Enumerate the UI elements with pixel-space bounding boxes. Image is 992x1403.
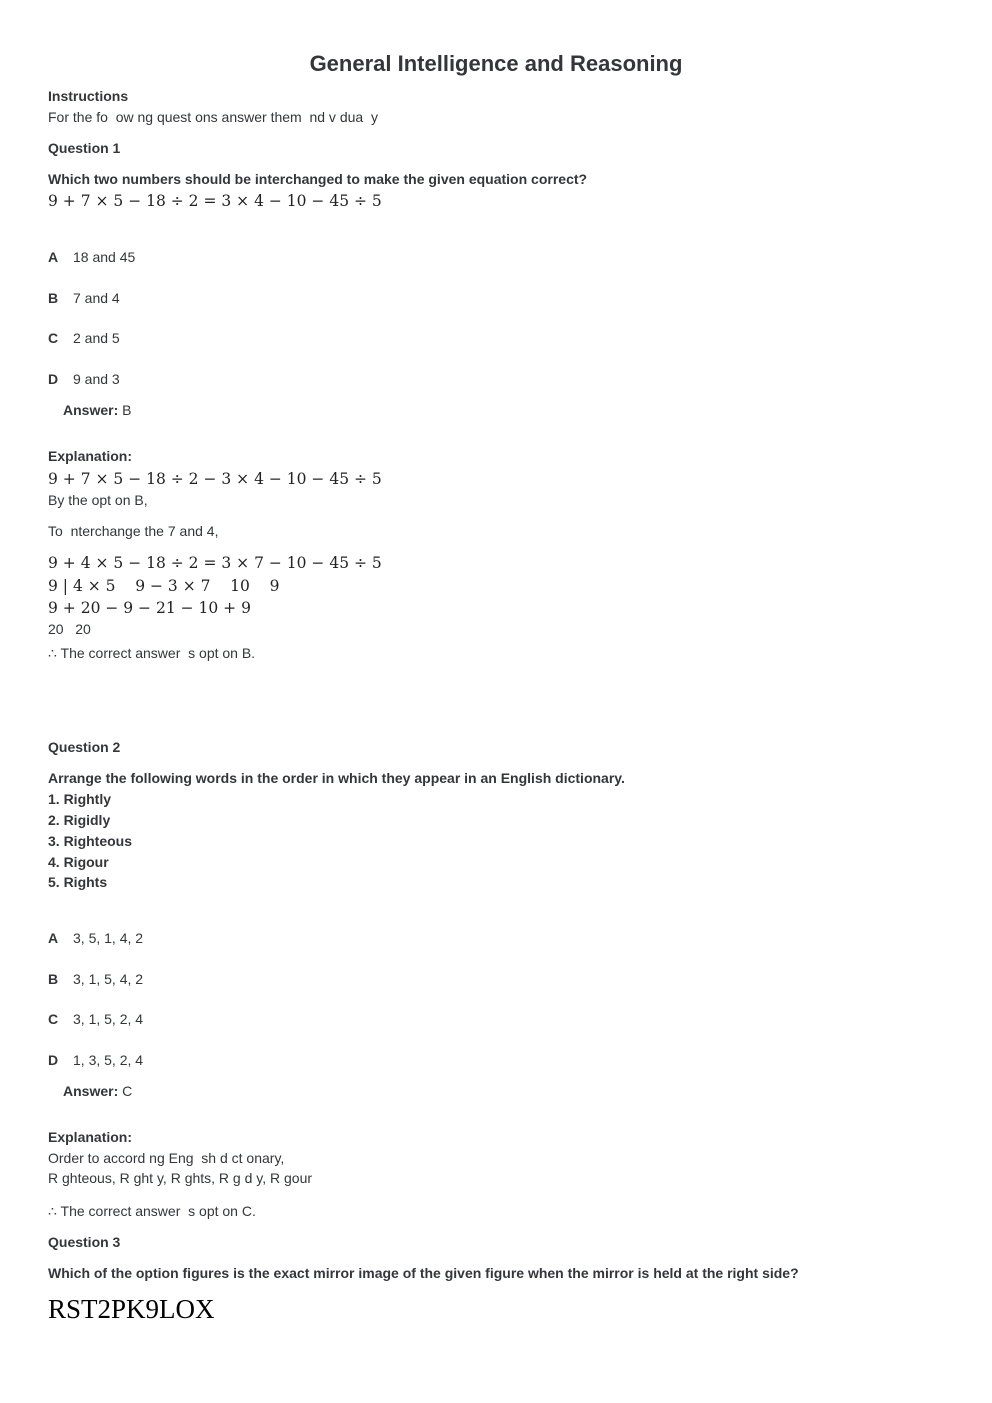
option-key: B bbox=[48, 971, 59, 987]
option-text: 3, 1, 5, 4, 2 bbox=[73, 971, 144, 987]
option-key: D bbox=[48, 371, 59, 387]
word-item: 5. Rights bbox=[48, 874, 108, 890]
q1-explanation-line: 20 20 bbox=[48, 621, 91, 637]
q1-explanation-line: By the opt on B, bbox=[48, 492, 148, 508]
question-2-text: Arrange the following words in the order in which they appear in an English dictionary. bbox=[48, 770, 625, 786]
word-item: 3. Righteous bbox=[48, 833, 133, 849]
answer-label: Answer: bbox=[63, 1083, 119, 1099]
instructions-text: For the fo ow ng quest ons answer them nd v dua y bbox=[48, 109, 378, 125]
q1-explanation-heading: Explanation: bbox=[48, 448, 133, 464]
page-title: General Intelligence and Reasoning bbox=[309, 51, 683, 76]
q2-option-c[interactable] bbox=[48, 1010, 143, 1028]
option-text: 3, 5, 1, 4, 2 bbox=[73, 930, 144, 946]
option-text: 2 and 5 bbox=[73, 330, 120, 346]
question-3-label: Question 3 bbox=[48, 1234, 121, 1250]
q1-answer bbox=[63, 401, 131, 419]
question-1-text: Which two numbers should be interchanged to make the given equation correct? bbox=[48, 171, 588, 187]
word-item: 4. Rigour bbox=[48, 854, 109, 870]
option-text: 1, 3, 5, 2, 4 bbox=[73, 1052, 144, 1068]
q1-option-d[interactable] bbox=[48, 370, 120, 388]
option-key: A bbox=[48, 930, 59, 946]
option-key: C bbox=[48, 330, 59, 346]
q1-option-c[interactable] bbox=[48, 329, 120, 347]
answer-value: C bbox=[122, 1083, 133, 1099]
question-1-label: Question 1 bbox=[48, 140, 121, 156]
q2-option-b[interactable] bbox=[48, 970, 143, 988]
q2-explanation-line: Order to accord ng Eng sh d ct onary, bbox=[48, 1150, 285, 1166]
option-key: B bbox=[48, 290, 59, 306]
option-text: 9 and 3 bbox=[73, 371, 120, 387]
q2-option-a[interactable] bbox=[48, 929, 143, 947]
q1-explanation-line: To nterchange the 7 and 4, bbox=[48, 523, 219, 539]
question-1-equation: 9 + 7 × 5 − 18 ÷ 2 = 3 × 4 − 10 − 45 ÷ 5 bbox=[48, 192, 382, 210]
q2-option-d[interactable] bbox=[48, 1051, 143, 1069]
q1-explanation-line: 9 + 4 × 5 − 18 ÷ 2 = 3 × 7 − 10 − 45 ÷ 5 bbox=[48, 554, 382, 572]
q2-explanation-heading: Explanation: bbox=[48, 1129, 133, 1145]
question-3-figure: RST2PK9LOX bbox=[48, 1294, 215, 1324]
q1-explanation-line: 9 + 7 × 5 − 18 ÷ 2 − 3 × 4 − 10 − 45 ÷ 5 bbox=[48, 470, 382, 488]
instructions-heading: Instructions bbox=[48, 88, 129, 104]
option-text: 18 and 45 bbox=[73, 249, 136, 265]
q1-explanation-line: 9 | 4 × 5 9 − 3 × 7 10 9 bbox=[48, 577, 280, 595]
word-item: 1. Rightly bbox=[48, 791, 112, 807]
q1-conclusion: ∴ The correct answer s opt on B. bbox=[48, 645, 256, 661]
option-text: 3, 1, 5, 2, 4 bbox=[73, 1011, 144, 1027]
q1-option-a[interactable] bbox=[48, 248, 135, 266]
option-text: 7 and 4 bbox=[73, 290, 120, 306]
option-key: C bbox=[48, 1011, 59, 1027]
question-2-label: Question 2 bbox=[48, 739, 121, 755]
question-3-text: Which of the option figures is the exact mirror image of the given figure when the mirror is held at the right side? bbox=[48, 1265, 799, 1281]
q2-answer bbox=[63, 1082, 132, 1100]
q1-option-b[interactable] bbox=[48, 289, 120, 307]
q2-conclusion: ∴ The correct answer s opt on C. bbox=[48, 1203, 256, 1219]
answer-value: B bbox=[122, 402, 132, 418]
option-key: D bbox=[48, 1052, 59, 1068]
word-item: 2. Rigidly bbox=[48, 812, 111, 828]
q2-explanation-line: R ghteous, R ght y, R ghts, R g d y, R gour bbox=[48, 1170, 313, 1186]
option-key: A bbox=[48, 249, 59, 265]
answer-label: Answer: bbox=[63, 402, 119, 418]
q1-explanation-line: 9 + 20 − 9 − 21 − 10 + 9 bbox=[48, 599, 251, 617]
